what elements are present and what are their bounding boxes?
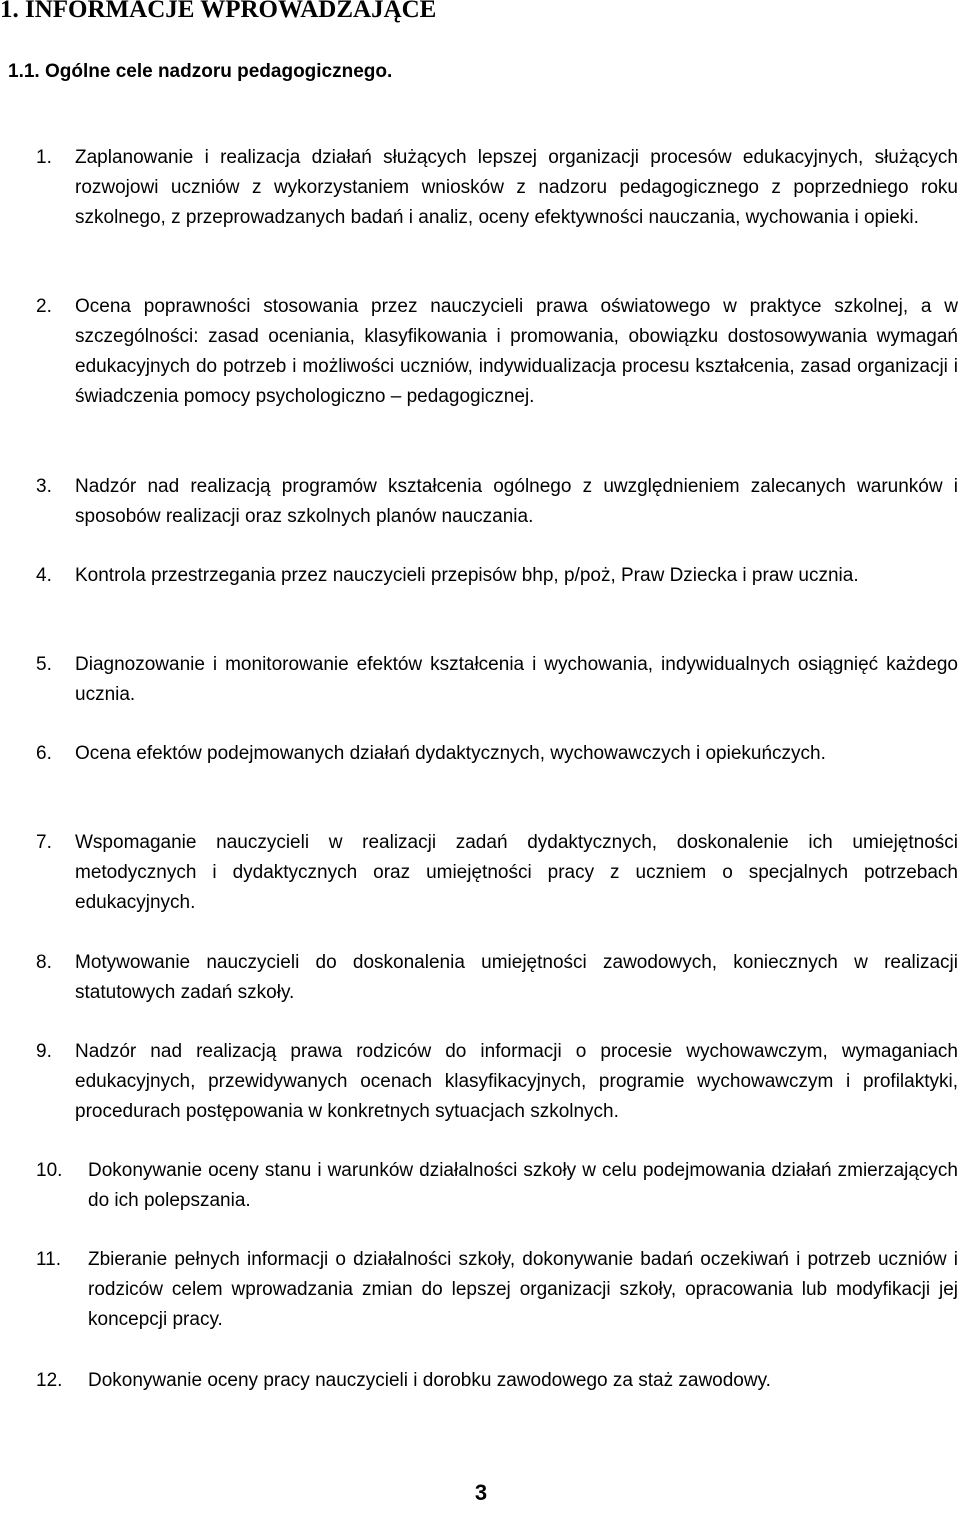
- list-item: [0, 1156, 958, 1216]
- page-number: [0, 1480, 960, 1506]
- list-item: [0, 650, 958, 710]
- list-item-number: 4.: [36, 565, 52, 586]
- list-item-text: Diagnozowanie i monitorowanie efektów kształcenia i wychowania, indywidualnych osiągnięć każdego ucznia.: [75, 654, 958, 705]
- list-item: [0, 143, 958, 233]
- list-item-text: Zbieranie pełnych informacji o działalności szkoły, dokonywanie badań oczekiwań i potrzeb uczniów i rodziców celem wprowadzania zmian do lepszej organizacji szkoły, opracowania lub modyfikacji jej koncepcji pracy.: [88, 1249, 958, 1330]
- list-item-text: Kontrola przestrzegania przez nauczycieli przepisów bhp, p/poż, Praw Dziecka i praw ucznia.: [75, 565, 859, 586]
- list-item-number: 7.: [36, 832, 52, 853]
- list-item-text: Wspomaganie nauczycieli w realizacji zadań dydaktycznych, doskonalenie ich umiejętności metodycznych i dydaktycznych oraz umiejętności pracy z uczniem o specjalnych potrzebach edukacyjnych.: [75, 832, 958, 913]
- list-item-number: 3.: [36, 476, 52, 497]
- list-item-number: 9.: [36, 1041, 52, 1062]
- list-item: [0, 1245, 958, 1335]
- list-item: [0, 1037, 958, 1127]
- list-item: [0, 472, 958, 532]
- list-item-number: 6.: [36, 743, 52, 764]
- list-item: [0, 561, 958, 591]
- list-item-number: 2.: [36, 296, 52, 317]
- list-item-text: Motywowanie nauczycieli do doskonalenia umiejętności zawodowych, koniecznych w realizacji statutowych zadań szkoły.: [75, 952, 958, 1003]
- list-item-text: Nadzór nad realizacją prawa rodziców do informacji o procesie wychowawczym, wymaganiach edukacyjnych, przewidywanych ocenach klasyfikacyjnych, programie wychowawczym i profilaktyki, procedurach postępowania w konkretnych sytuacjach szkolnych.: [75, 1041, 958, 1122]
- list-item: [0, 828, 958, 918]
- list-item-text: Zaplanowanie i realizacja działań służących lepszej organizacji procesów edukacyjnych, służących rozwojowi uczniów z wykorzystaniem wniosków z nadzoru pedagogicznego z poprzedniego roku szkolnego, z przeprowadzanych badań i analiz, oceny efektywności nauczania, wychowania i opieki.: [75, 147, 958, 228]
- list-item-text: Dokonywanie oceny stanu i warunków działalności szkoły w celu podejmowania działań zmierzających do ich polepszania.: [88, 1160, 958, 1211]
- list-item-number: 12.: [36, 1370, 63, 1391]
- list-item-number: 5.: [36, 654, 52, 675]
- list-item-number: 1.: [36, 147, 52, 168]
- list-item: [0, 1366, 958, 1396]
- list-item: [0, 292, 958, 412]
- list-item-text: Ocena efektów podejmowanych działań dydaktycznych, wychowawczych i opiekuńczych.: [75, 743, 826, 764]
- list-item-number: 11.: [36, 1249, 62, 1270]
- page-number-value: 3: [474, 1480, 488, 1505]
- list-item-number: 8.: [36, 952, 52, 973]
- list-item: [0, 948, 958, 1008]
- section-heading: 1. INFORMACJE WPROWADZAJĄCE: [0, 0, 437, 23]
- list-item: [0, 739, 958, 769]
- list-item-text: Nadzór nad realizacją programów kształcenia ogólnego z uwzględnieniem zalecanych warunków i sposobów realizacji oraz szkolnych planów nauczania.: [75, 476, 958, 527]
- list-item-text: Dokonywanie oceny pracy nauczycieli i dorobku zawodowego za staż zawodowy.: [88, 1370, 771, 1391]
- subsection-heading: 1.1. Ogólne cele nadzoru pedagogicznego.: [8, 61, 393, 82]
- list-item-number: 10.: [36, 1160, 63, 1181]
- list-item-text: Ocena poprawności stosowania przez nauczycieli prawa oświatowego w praktyce szkolnej, a w szczególności: zasad oceniania, klasyfikowania i promowania, obowiązku dostosowywania wymagań edukacyjnych do potrzeb i możliwości uczniów, indywidualizacja procesu kształcenia, zasad organizacji i świadczenia pomocy psychologiczno – pedagogicznej.: [75, 296, 958, 407]
